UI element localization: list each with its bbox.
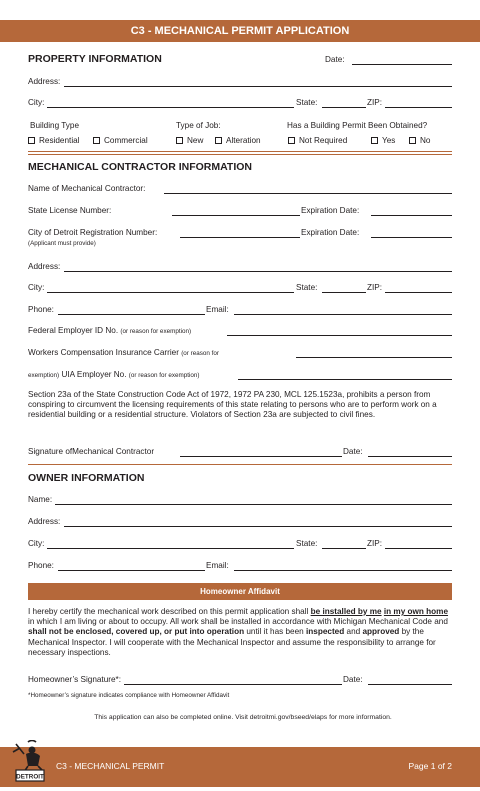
contractor-state-field[interactable] [322, 292, 366, 293]
contractor-name-field[interactable] [164, 193, 452, 194]
contractor-signature-label: Signature ofMechanical Contractor [28, 447, 155, 456]
footer-page-number: Page 1 of 2 [408, 761, 452, 771]
footer-form-name: C3 - MECHANICAL PERMIT [56, 761, 165, 771]
uia-label: exemption) UIA Employer No. (or reason for exemption) [28, 370, 200, 379]
city-label: City: [28, 539, 45, 548]
city-label: City: [28, 283, 45, 292]
contractor-address-field[interactable] [64, 271, 452, 272]
property-state-field[interactable] [322, 107, 366, 108]
building-type-label: Building Type [30, 121, 80, 130]
contractor-name-label: Name of Mechanical Contractor: [28, 184, 146, 193]
commercial-checkbox[interactable] [93, 137, 100, 144]
owner-state-field[interactable] [322, 548, 366, 549]
yes-option[interactable]: Yes [371, 136, 395, 145]
section-divider [28, 154, 452, 155]
section-divider [28, 151, 452, 152]
not-required-checkbox[interactable] [288, 137, 295, 144]
registration-expiration-field[interactable] [371, 237, 452, 238]
wc-carrier-field[interactable] [296, 357, 452, 358]
contractor-signature-date-field[interactable] [368, 456, 452, 457]
date-label: Date: [343, 447, 363, 456]
new-checkbox[interactable] [176, 137, 183, 144]
residential-option[interactable]: Residential [28, 136, 80, 145]
yes-checkbox[interactable] [371, 137, 378, 144]
affidavit-title-bar: Homeowner Affidavit [28, 583, 452, 600]
section-23a-notice: Section 23a of the State Construction Code Act of 1972, 1972 PA 230, MCL 125.1523a, prohibits a person from conspiring to circumvent the licensing requirements of this state relating to persons who are to perform work on a residential building or a residential structure. Violators of Section 23a are subjected to civil fines. [28, 390, 437, 420]
property-address-field[interactable] [64, 86, 452, 87]
email-label: Email: [206, 305, 229, 314]
property-date-field[interactable] [352, 64, 452, 65]
section-divider [28, 464, 452, 465]
license-number-field[interactable] [172, 215, 300, 216]
svg-text:DETROIT: DETROIT [16, 773, 44, 781]
owner-phone-field[interactable] [58, 570, 205, 571]
date-label: Date: [343, 675, 363, 684]
contractor-city-field[interactable] [47, 292, 294, 293]
homeowner-signature-date-field[interactable] [368, 684, 452, 685]
section-title-property: PROPERTY INFORMATION [28, 53, 162, 65]
owner-name-field[interactable] [55, 504, 452, 505]
not-required-option[interactable]: Not Required [288, 136, 347, 145]
online-note: This application can also be completed online. Visit detroitmi.gov/bseed/elaps for more information. [94, 714, 392, 721]
contractor-zip-field[interactable] [385, 292, 452, 293]
owner-address-field[interactable] [64, 526, 452, 527]
license-expiration-field[interactable] [371, 215, 452, 216]
section-title-contractor: MECHANICAL CONTRACTOR INFORMATION [28, 161, 252, 173]
detroit-registration-field[interactable] [180, 237, 300, 238]
contractor-phone-field[interactable] [58, 314, 205, 315]
affidavit-footnote: *Homeowner’s signature indicates compliance with Homeowner Affidavit [28, 692, 230, 699]
owner-zip-field[interactable] [385, 548, 452, 549]
expiration-label: Expiration Date: [301, 228, 360, 237]
property-city-field[interactable] [47, 107, 294, 108]
alteration-option[interactable]: Alteration [215, 136, 261, 145]
contractor-email-field[interactable] [234, 314, 452, 315]
no-option[interactable]: No [409, 136, 430, 145]
affidavit-text: I hereby certify the mechanical work described on this permit application shall be installed by me in my own home in which I am living or about to occupy. All work shall be installed in accordance with Michigan Mechanical Code and shall not be enclosed, covered up, or put into operation until it has been inspected and approved by the Mechanical Inspector. I will cooperate with the Mechanical Inspector and assume the responsibility to arrange for necessary inspections. [28, 607, 449, 657]
alteration-checkbox[interactable] [215, 137, 222, 144]
owner-city-field[interactable] [47, 548, 294, 549]
owner-email-field[interactable] [234, 570, 452, 571]
phone-label: Phone: [28, 305, 54, 314]
state-label: State: [296, 539, 318, 548]
form-title-bar: C3 - MECHANICAL PERMIT APPLICATION [0, 20, 480, 42]
fein-label: Federal Employer ID No. (or reason for exemption) [28, 326, 192, 335]
type-of-job-label: Type of Job: [176, 121, 221, 130]
zip-label: ZIP: [367, 283, 383, 292]
date-label: Date: [325, 55, 345, 64]
applicant-note: (Applicant must provide) [28, 240, 96, 247]
section-title-owner: OWNER INFORMATION [28, 472, 145, 484]
zip-label: ZIP: [367, 539, 383, 548]
detroit-logo-icon [10, 740, 50, 786]
no-checkbox[interactable] [409, 137, 416, 144]
owner-name-label: Name: [28, 495, 53, 504]
address-label: Address: [28, 517, 61, 526]
license-label: State License Number: [28, 206, 112, 215]
permit-question-label: Has a Building Permit Been Obtained? [287, 121, 428, 130]
zip-label: ZIP: [367, 98, 383, 107]
wc-carrier-label: Workers Compensation Insurance Carrier (or reason for [28, 348, 219, 357]
address-label: Address: [28, 262, 61, 271]
property-zip-field[interactable] [385, 107, 452, 108]
state-label: State: [296, 283, 318, 292]
homeowner-signature-label: Homeowner’s Signature*: [28, 675, 121, 684]
uia-field[interactable] [238, 379, 452, 380]
fein-field[interactable] [227, 335, 452, 336]
residential-checkbox[interactable] [28, 137, 35, 144]
phone-label: Phone: [28, 561, 54, 570]
contractor-signature-field[interactable] [180, 456, 342, 457]
commercial-option[interactable]: Commercial [93, 136, 148, 145]
email-label: Email: [206, 561, 229, 570]
expiration-label: Expiration Date: [301, 206, 360, 215]
footer-bar [0, 747, 480, 787]
new-option[interactable]: New [176, 136, 203, 145]
city-label: City: [28, 98, 45, 107]
address-label: Address: [28, 77, 61, 86]
state-label: State: [296, 98, 318, 107]
detroit-registration-label: City of Detroit Registration Number: [28, 228, 158, 237]
homeowner-signature-field[interactable] [124, 684, 342, 685]
